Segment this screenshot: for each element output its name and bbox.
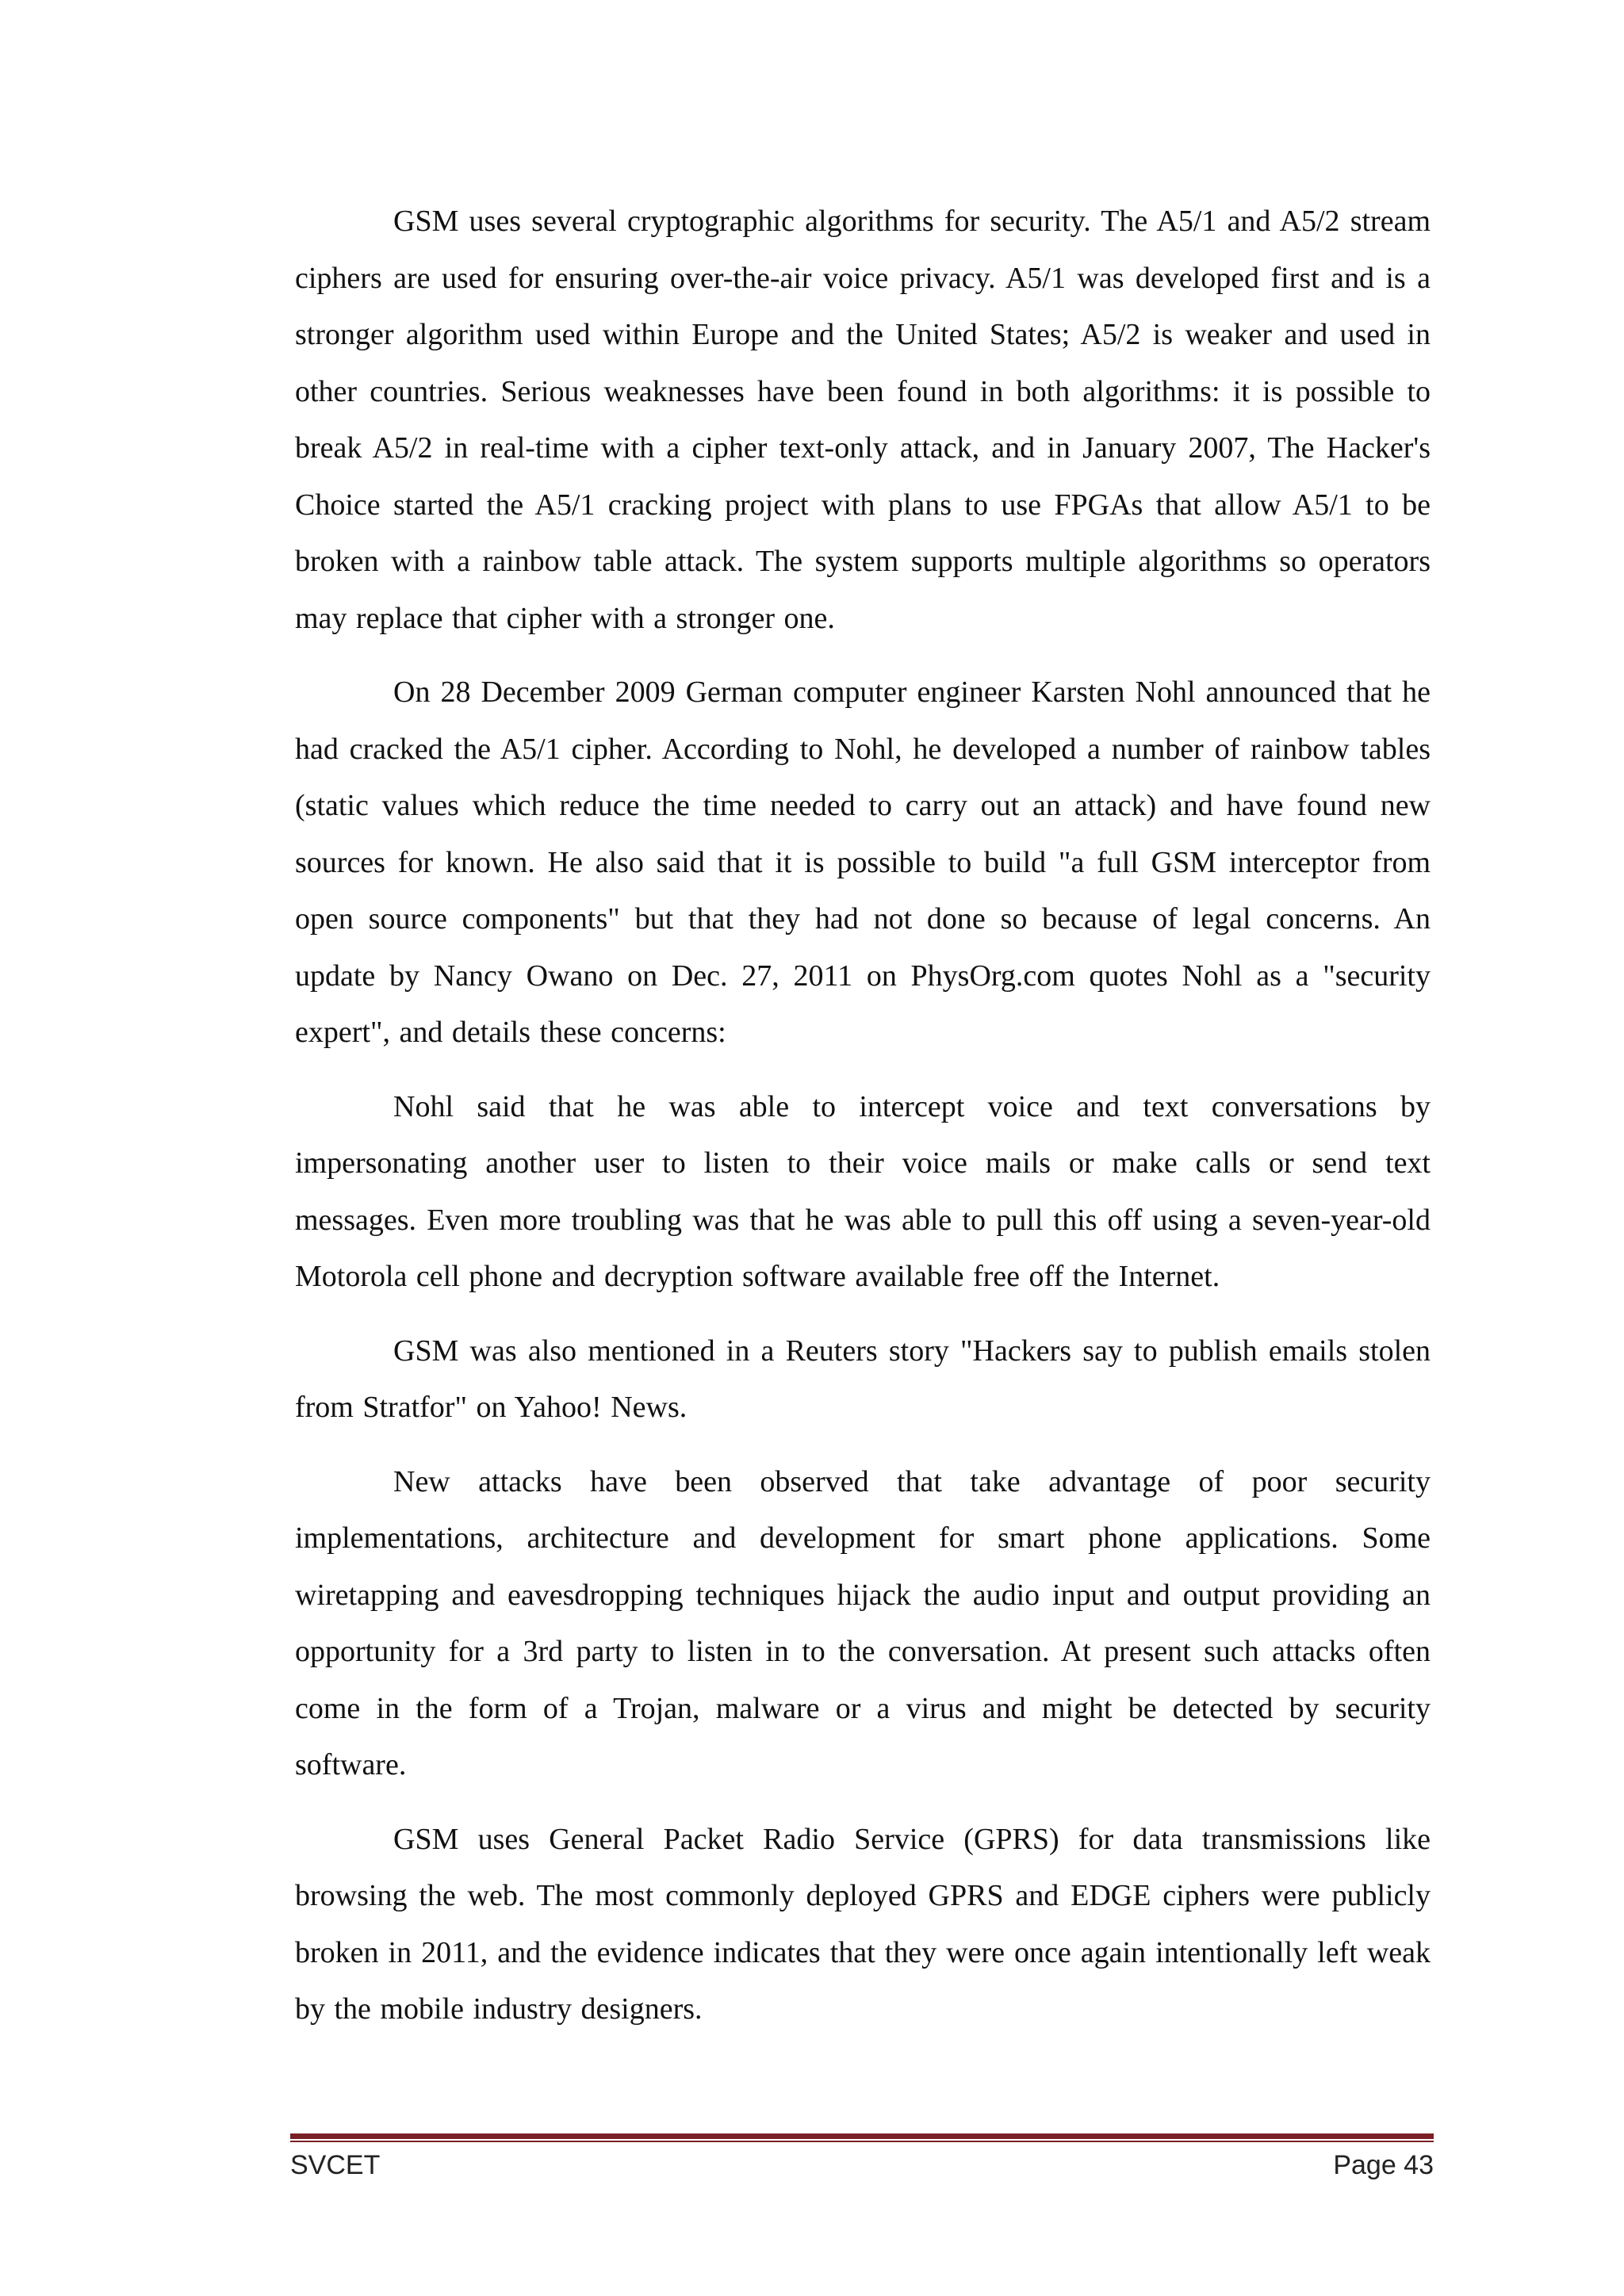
body-text — [295, 193, 1431, 2056]
paragraph-nohl-quote: Nohl said that he was able to intercept voice and text conversations by impersonating another user to listen to their voice mails or make calls or send text messages. Even more troubling was that he was able to pull this off using a seven-year-old Motorola cell phone and decryption software available free off the Internet. — [295, 1089, 1431, 1293]
footer-rule-thick — [290, 2133, 1434, 2139]
footer-institution: SVCET — [290, 2150, 381, 2180]
paragraph-gprs: GSM uses General Packet Radio Service (GPRS) for data transmissions like browsing the web. The most commonly deployed GPRS and EDGE ciphers were publicly broken in 2011, and the evidence indicates that they were once again intentionally left weak by the mobile industry designers. — [295, 1822, 1431, 2026]
paragraph-reuters-story: GSM was also mentioned in a Reuters story "Hackers say to publish emails stolen from Stratfor" on Yahoo! News. — [295, 1334, 1431, 1424]
paragraph-gsm-cryptography: GSM uses several cryptographic algorithms for security. The A5/1 and A5/2 stream ciphers are used for ensuring over-the-air voice privacy. A5/1 was developed first and is a stronger algorithm used within Europe and the United States; A5/2 is weaker and used in other countries. Serious weaknesses have been found in both algorithms: it is possible to break A5/2 in real-time with a cipher text-only attack, and in January 2007, The Hacker's Choice started the A5/1 cracking project with plans to use FPGAs that allow A5/1 to be broken with a rainbow table attack. The system supports multiple algorithms so operators may replace that cipher with a stronger one. — [295, 205, 1431, 635]
footer-rule-thin — [290, 2141, 1434, 2142]
footer-rule — [290, 2133, 1434, 2143]
footer-page-number: Page 43 — [1333, 2150, 1434, 2180]
page-footer — [290, 2150, 1434, 2190]
paragraph-nohl-announcement: On 28 December 2009 German computer engineer Karsten Nohl announced that he had cracked the A5/1 cipher. According to Nohl, he developed a number of rainbow tables (static values which reduce the time needed to carry out an attack) and have found new sources for known. He also said that it is possible to build "a full GSM interceptor from open source components" but that they had not done so because of legal concerns. An update by Nancy Owano on Dec. 27, 2011 on PhysOrg.com quotes Nohl as a "security expert", and details these concerns: — [295, 675, 1431, 1049]
paragraph-new-attacks: New attacks have been observed that take advantage of poor security implementations, architecture and development for smart phone applications. Some wiretapping and eavesdropping techniques hijack the audio input and output providing an opportunity for a 3rd party to listen in to the conversation. At present such attacks often come in the form of a Trojan, malware or a virus and might be detected by security software. — [295, 1464, 1431, 1781]
